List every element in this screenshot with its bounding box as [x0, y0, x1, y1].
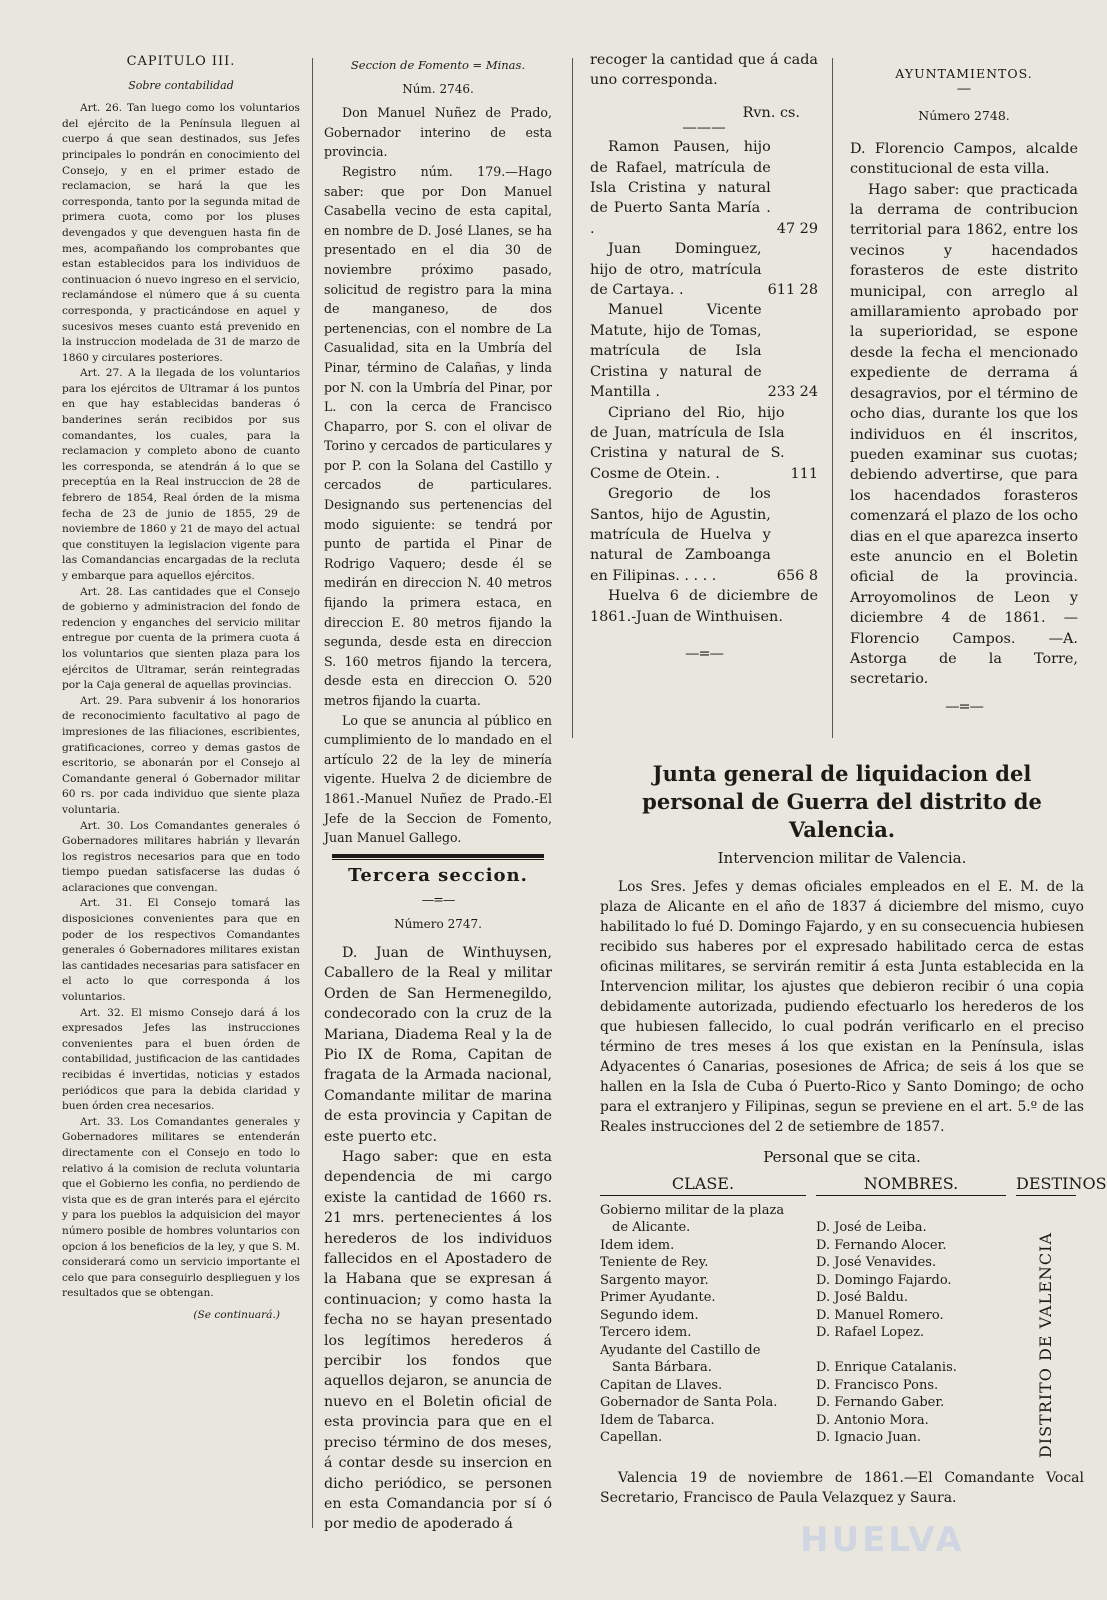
nombre-item: D. Antonio Mora. — [816, 1412, 929, 1428]
personal-heading: Personal que se cita. — [763, 1147, 921, 1166]
junta-announcement — [600, 760, 1107, 1508]
clase-item: Teniente de Rey. — [600, 1255, 709, 1271]
dash: — — [956, 81, 972, 98]
separator: —=— — [685, 645, 723, 662]
announcement-paragraph: Hago saber: que practicada la derrama de contribucion territorial para 1862, entre los vecinos y hacendados forasteros de este distrito municipal, con arreglo al amillaramiento aprobado por la superioridad, se espone desde la fecha el mencionado expediente de derrama á desagravios, por el término de ocho dias, durante los que los individuos en él inscritos, pueden examinar sus cuotas; debiendo advertirse, que para los hacendados forasteros comenzará el plazo de los ocho dias en el que aparezca inserto este anuncio en el Boletin oficial de la provincia. Arroyomolinos de Leon y diciembre 4 de 1861. —Florencio Campos. —A. Astorga de la Torre, secretario. — [850, 181, 1078, 688]
heir-text: Ramon Pausen, hijo de Rafael, matrícula de Isla Cristina y natural de Puerto Santa María . . — [590, 139, 771, 237]
clase-item: Gobierno militar de la plaza — [600, 1202, 785, 1218]
nombre-item: D. Ignacio Juan. — [816, 1430, 922, 1446]
announcement-number: Número 2748. — [918, 108, 1010, 124]
announcement-number: Número 2747. — [394, 917, 482, 932]
heir-amount: 233 24 — [767, 384, 818, 401]
separator: —=— — [421, 892, 455, 908]
article-paragraph: Art. 28. Las cantidades que el Consejo de gobierno y administracion del fondo de redencion y enganches del servicio militar entregue por cuenta de la primera cuota á los voluntarios que sienten plaza para los ejércitos de Ultramar, serán reintegradas por la Caja general de aquellas provincias. — [62, 585, 300, 692]
heir-amount: 47 29 — [776, 220, 818, 237]
announcement-paragraph: D. Florencio Campos, alcalde constitucional de esta villa. — [850, 140, 1078, 178]
nombre-item: D. Fernando Gaber. — [816, 1395, 945, 1411]
heir-text: Cipriano del Rio, hijo de Juan, matrícula de Isla Cristina y natural de S. Cosme de Otein. . — [590, 404, 785, 482]
personal-table — [600, 1174, 1107, 1458]
nombre-item: D. José Venavides. — [816, 1255, 937, 1271]
article-paragraph: Art. 33. Los Comandantes generales y Gobernadores militares se entenderán directamente con el Consejo en todo lo relativo á la comision de recluta voluntaria que el Gobierno les confia, no perdiendo de vista que es de gran interés para el ejército y para los pueblos la adquisicion del mayor número posible de hombres voluntarios con opcion á los beneficios de la ley, y que S. M. considerará como un servicio importante el celo que para conseguirlo desplieguen y los resultados que se obtengan. — [62, 1115, 300, 1300]
article-paragraph: Art. 29. Para subvenir á los honorarios de reconocimiento facultativo al pago de impresiones de las filiaciones, escribientes, gratificaciones, correo y demas gastos de escritorio, se abonarán por el Consejo al Comandante general ó Gobernador militar 60 rs. por cada individuo que siente plaza voluntaria. — [62, 694, 300, 816]
clase-item: Sargento mayor. — [600, 1272, 709, 1288]
announcement-paragraph: D. Juan de Winthuysen, Caballero de la Real y militar Orden de San Hermenegildo, condecorado con la cruz de la Mariana, Diadema Real y la de Pio IX de Roma, Capitan de fragata de la Armada nacional, Comandante militar de marina de esta provincia y Capitan de este puerto etc. — [324, 944, 552, 1145]
section-heading: Seccion de Fomento = Minas. — [350, 58, 526, 72]
tercera-seccion-heading: Tercera seccion. — [348, 864, 528, 886]
announcement-paragraph: Hago saber: que en esta dependencia de mi cargo existe la cantidad de 1660 rs. 21 mrs. pertenecientes á los herederos de los individuos fallecidos en el Apostadero de la Habana que se expresan á continuacion; y como hasta la fecha no se hayan presentado los legítimos herederos á percibir los fondos que aquellos dejaron, se anuncia de nuevo en el Boletin oficial de esta provincia para que en el preciso término de dos meses, á contar desde su insercion en dicho periódico, se personen en esta Comandancia por sí ó por medio de apoderado á — [324, 1149, 552, 1533]
article-paragraph: Art. 31. El Consejo tomará las disposiciones convenientes para que en poder de los respectivos Comandantes generales ó Gobernadores militares existan las cantidades necesarias para satisfacer en el acto lo que corresponda á los voluntarios. — [62, 897, 300, 1004]
heir-entry — [590, 137, 818, 239]
article-paragraph: Art. 30. Los Comandantes generales ó Gobernadores militares habrián y llevarán los registros necesarios para que en todo tiempo puedan satisfacerse las dudas ó aclaraciones que convengan. — [62, 819, 300, 894]
heir-amount: 111 — [790, 465, 818, 482]
heir-text: Gregorio de los Santos, hijo de Agustin, matrícula de Huelva y natural de Zamboanga en Filipinas. . . . . — [590, 486, 771, 584]
articles-list — [62, 101, 300, 1302]
announcement-paragraph: Lo que se anuncia al público en cumplimiento de lo mandado en el artículo 22 de la ley de minería vigente. Huelva 2 de diciembre de 1861.-Manuel Nuñez de Prado.-El Jefe de la Seccion de Fomento, Juan Manuel Gallego. — [324, 712, 552, 846]
chapter-subheading: Sobre contabilidad — [128, 78, 234, 92]
heir-entry — [590, 403, 818, 485]
clase-item: Idem de Tabarca. — [600, 1412, 715, 1428]
article-paragraph: Art. 26. Tan luego como los voluntarios del ejército de la Península lleguen al cuerpo á que sean destinados, sus Jefes principales lo pondrán en conocimiento del Consejo, y en el primer estado de reclamacion, se hará la que les corresponda, tanto por la segunda mitad de primera cuota, como por los pluses devengados y que devenguen hasta fin de mes, acompañando los comprobantes que estan establecidos para los individuos de continuacion ó nuevo ingreso en el servicio, reclamándose el número que á su cuenta corresponda, y practicándose en aquel y sucesivos meses cuanto está prevenido en la instruccion modelada de 31 de marzo de 1860 y circulares posteriores. — [62, 102, 300, 364]
clase-item: Santa Bárbara. — [612, 1360, 712, 1376]
destino-vertical-label: DISTRITO DE VALENCIA — [1036, 1231, 1056, 1458]
announcement-number: Núm. 2746. — [402, 81, 474, 96]
column-herederos — [590, 50, 818, 661]
article-paragraph: Art. 32. El mismo Consejo dará á los expresados Jefes las instrucciones convenientes para el buen órden de contabilidad, justificacion de las cantidades recibidas é invertidas, noticias y estados periódicos que para la debida claridad y buen órden crea necesarios. — [62, 1006, 300, 1113]
junta-body: Los Sres. Jefes y demas oficiales empleados en el E. M. de la plaza de Alicante en el año de 1837 á diciembre del mismo, cuyo habilitado lo fué D. Domingo Fajardo, y en su consecuencia hubiesen recibido sus haberes por el expresado habilitado cerca de estas oficinas militares, se servirán remitir á esta Junta establecida en la Intervencion militar, los ajustes que debieron recibir ó una copia debidamente autorizada, pudiendo efectuarlo los herederos de los que hubiesen fallecido, lo cual podrán verificarlo en el preciso término de tres meses á los que existan en la Península, islas Adyacentes ó Canarias, posesiones de Africa; de seis á los que se hallen en la Isla de Cuba ó Puerto-Rico y Santo Domingo; de ocho para el extranjero y Filipinas, segun se previene en el art. 5.º de las Reales instrucciones del 2 de setiembre de 1857. — [600, 878, 1084, 1135]
clase-item: Segundo idem. — [600, 1307, 699, 1323]
column-divider — [312, 58, 313, 1528]
article-paragraph: Art. 27. A la llegada de los voluntarios para los ejércitos de Ultramar á los puntos en que hay establecidas banderas ó banderines serán recibidos por sus comandantes, los cuales, para la reclamacion y completo abono de cuanto les corresponda, se atendrán á lo que se preceptúa en la Real instruccion de 28 de febrero de 1854, Real órden de la misma fecha de 23 de junio de 1855, 29 de noviembre de 1860 y 21 de mayo del actual que constituyen la legislacion vigente para las Comandancias encargadas de la recluta y embarque para aquellos ejércitos. — [62, 367, 300, 582]
clase-item: Tercero idem. — [600, 1325, 692, 1341]
junta-title: Junta general de liquidacion del personal de Guerra del distrito de Valencia. — [642, 761, 1042, 842]
continued-note: (Se continuará.) — [193, 1308, 280, 1321]
chapter-heading: CAPITULO III. — [126, 54, 236, 69]
separator: —=— — [945, 698, 983, 715]
clase-item: Gobernador de Santa Pola. — [600, 1395, 778, 1411]
column-ayuntamientos — [850, 50, 1078, 714]
clase-item: de Alicante. — [612, 1220, 691, 1236]
nombre-item: D. José de Leiba. — [816, 1220, 927, 1236]
section-rule — [332, 854, 544, 860]
destinos-column — [1016, 1174, 1107, 1458]
intro-text: recoger la cantidad que á cada uno corresponda. — [590, 52, 818, 89]
clase-header: CLASE. — [600, 1175, 806, 1196]
column-contabilidad — [62, 50, 300, 1324]
junta-subtitle: Intervencion militar de Valencia. — [717, 849, 967, 867]
nombre-item — [816, 1342, 1006, 1360]
nombre-item: D. José Baldu. — [816, 1290, 909, 1306]
nombre-item — [816, 1202, 1006, 1220]
destinos-header: DESTINOS — [1016, 1175, 1076, 1196]
column-divider — [572, 58, 573, 738]
announcement-paragraph: Registro núm. 179.—Hago saber: que por Don Manuel Casabella vecino de esta capital, en nombre de D. José Llanes, se ha presentado en el dia 30 de noviembre próximo pasado, solicitud de registro para la mina de manganeso, de dos pertenencias, con el nombre de La Casualidad, sita en la Umbría del Pinar, término de Calañas, y linda por N. con la Umbría del Pinar, por L. con la cerca de Francisco Chaparro, por S. con el olivar de Torino y cercados de particulares y por P. con la Solana del Castillo y cercados de particulares. Designando sus pertenencias del modo siguiente: se tendrá por punto de partida el Pinar de Rodrigo Vaquero; desde él se medirán en direccion N. 40 metros fijando la primera estaca, en direccion E. 80 metros fijando la segunda, desde esta en direccion S. 160 metros fijando la tercera, desde esta en direccion O. 520 metros fijando la cuarta. — [324, 163, 552, 708]
unit-label: Rvn. cs. — [742, 104, 800, 121]
nombre-item: D. Rafael Lopez. — [816, 1325, 925, 1341]
heir-amount: 611 28 — [767, 282, 818, 299]
closing-signature: Huelva 6 de diciembre de 1861.-Juan de Winthuisen. — [590, 588, 818, 625]
clase-item: Capellan. — [600, 1430, 663, 1446]
nombres-header: NOMBRES. — [816, 1175, 1006, 1196]
clase-item: Primer Ayudante. — [600, 1290, 716, 1306]
heir-entry — [590, 239, 818, 300]
clase-column — [600, 1175, 806, 1458]
clase-item: Idem idem. — [600, 1237, 675, 1253]
column-divider — [832, 58, 833, 738]
heir-amount: 656 8 — [776, 567, 818, 584]
clase-item: Ayudante del Castillo de — [600, 1342, 761, 1358]
junta-closing: Valencia 19 de noviembre de 1861.—El Comandante Vocal Secretario, Francisco de Paula Velazquez y Saura. — [600, 1469, 1084, 1506]
column-fomento — [324, 50, 552, 1535]
heir-entry — [590, 300, 818, 402]
nombre-item: D. Fernando Alocer. — [816, 1237, 947, 1253]
heir-text: Manuel Vicente Matute, hijo de Tomas, matrícula de Isla Cristina y natural de Mantilla . — [590, 302, 762, 401]
heir-text: Juan Dominguez, hijo de otro, matrícula de Cartaya. . — [590, 241, 762, 299]
announcement-paragraph: Don Manuel Nuñez de Prado, Gobernador interino de esta provincia. — [324, 105, 552, 160]
heir-entry — [590, 484, 818, 586]
clase-item: Capitan de Llaves. — [600, 1377, 723, 1393]
ayuntamientos-heading: AYUNTAMIENTOS. — [895, 66, 1033, 81]
nombre-item: D. Domingo Fajardo. — [816, 1272, 952, 1288]
unit-rule: ——— — [682, 120, 726, 137]
nombre-item: D. Manuel Romero. — [816, 1307, 944, 1323]
nombres-column — [816, 1175, 1006, 1458]
watermark-logo: HUELVA — [800, 1520, 965, 1560]
nombre-item: D. Francisco Pons. — [816, 1377, 939, 1393]
nombre-item: D. Enrique Catalanis. — [816, 1360, 957, 1376]
